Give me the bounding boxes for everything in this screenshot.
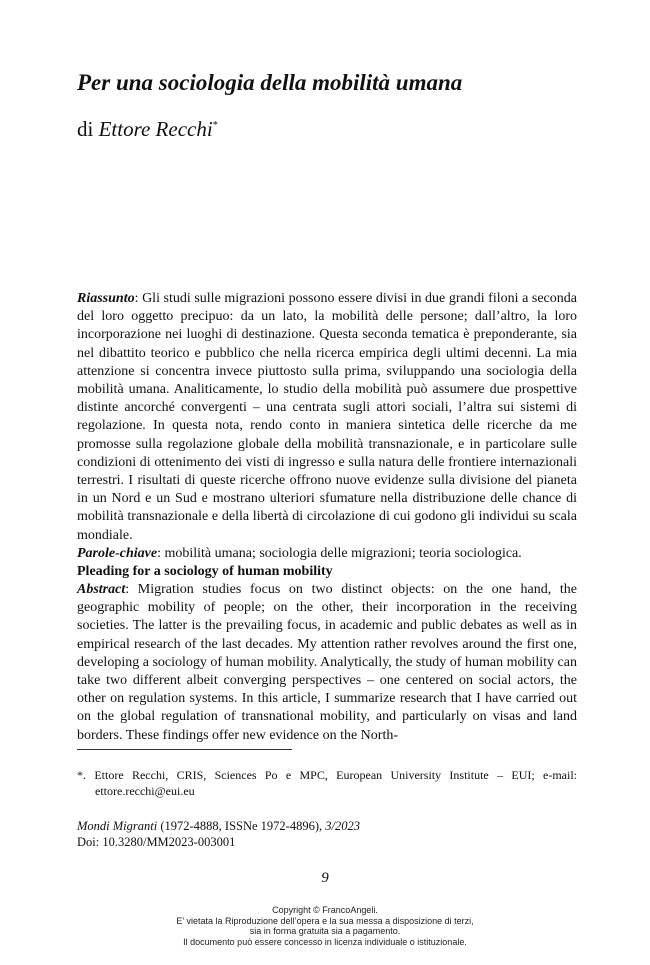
copyright-notice xyxy=(0,905,650,947)
abstract-label-it: Riassunto xyxy=(77,291,135,306)
abstract-text-it: : Gli studi sulle migrazioni possono essere divisi in due grandi filoni a seconda del loro oggetto precipuo: da un lato, la mobilità delle persone; dall’altro, la loro incorporazione nei luoghi di destinazione. Questa seconda tematica è preponderante, sia nel dibattito teorico e pubblico che nella ricerca empirica degli ultimi decenni. La mia attenzione si concentra invece piuttosto sulla prima, sviluppando una sociologia della mobilità umana. Analiticamente, lo studio della mobilità può assumere due prospettive distinte ancorché convergenti – una centrata sugli attori sociali, l’altra sui sistemi di regolazione. In questa nota, rendo conto in maniera sintetica delle ricerche da me promosse sulla regolazione globale della mobilità transnazionale, e in particolare sulle condizioni di ottenimento dei visti di ingresso e sulla natura delle frontiere internazionali terrestri. I risultati di queste ricerche offrono nuove evidenze sulla divisione del pianeta in un Nord e un Sud e mostrano ulteriori sfumature nella distribuzione delle chance di mobilità transnazionale e della libertà di circolazione di cui godono gli individui su scala mondiale. xyxy=(77,291,577,543)
keywords-label: Parole-chiave xyxy=(77,545,158,561)
copyright-line-2: E’ vietata la Riproduzione dell’opera e la sua messa a disposizione di terzi, xyxy=(176,915,474,926)
journal-issn: (1972-4888, ISSNe 1972-4896), xyxy=(157,819,326,833)
english-title-heading: Pleading for a sociology of human mobility xyxy=(77,564,333,579)
journal-name: Mondi Migranti xyxy=(77,819,158,833)
author-footnote-mark: * xyxy=(212,120,218,131)
author-prefix: di xyxy=(77,117,99,141)
article-title: Per una sociologia della mobilità umana xyxy=(77,70,463,95)
journal-doi: Doi: 10.3280/MM2023-003001 xyxy=(77,835,236,849)
author-line xyxy=(77,115,477,143)
copyright-line-1: Copyright © FrancoAngeli. xyxy=(272,905,378,915)
page-number: 9 xyxy=(321,870,329,886)
journal-issue: 3/2023 xyxy=(325,819,360,833)
footnote-text: Ettore Recchi, CRIS, Sciences Po e MPC, European University Institute – EUI; e-mail: ettore.recchi@eui.eu xyxy=(94,768,578,798)
abstract-text-en: : Migration studies focus on two distinct objects: on the one hand, the geographic mobility of people; on the other, their incorporation in the receiving societies. The latter is the prevailing focus, in academic and public debates as well as in empirical research of the last decades. My attention rather revolves around the first one, developing a sociology of human mobility. Analytically, the study of human mobility can take two different albeit converging perspectives – one centered on social actors, the other on regulation systems. In this article, I summarize research that I have carried out on the global regulation of transnational mobility, and particularly on visas and land borders. These findings offer new evidence on the North- xyxy=(77,582,577,743)
english-abstract xyxy=(77,581,577,745)
footnote-divider xyxy=(77,749,292,750)
footnote-mark: *. xyxy=(77,768,86,782)
author-footnote xyxy=(77,767,577,799)
journal-citation xyxy=(77,818,577,850)
copyright-line-4: Il documento può essere concesso in licenza individuale o istituzionale. xyxy=(183,936,467,947)
italian-abstract xyxy=(77,290,577,563)
keywords-text: : mobilità umana; sociologia delle migrazioni; teoria sociologica. xyxy=(157,545,522,561)
abstract-label-en: Abstract xyxy=(77,582,126,597)
copyright-line-3: sia in forma gratuita sia a pagamento. xyxy=(249,926,401,937)
author-name: Ettore Recchi xyxy=(98,117,213,141)
